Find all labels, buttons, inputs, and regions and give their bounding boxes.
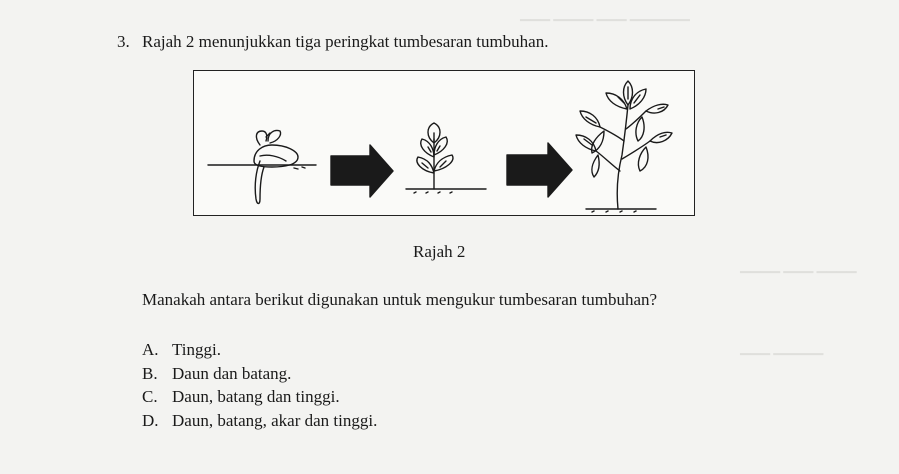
- answer-options: [142, 340, 377, 434]
- bleed-through-text: ▁▁▁▁ ▁▁▁ ▁▁▁▁: [740, 258, 857, 273]
- option-text: Daun, batang, akar dan tinggi.: [172, 410, 378, 430]
- option-letter: D.: [142, 410, 159, 430]
- option-letter: A.: [142, 340, 159, 359]
- question-prompt: Manakah antara berikut digunakan untuk mengukur tumbesaran tumbuhan?: [142, 290, 658, 309]
- option-d[interactable]: [142, 411, 377, 435]
- option-c[interactable]: [142, 387, 377, 411]
- figure-caption: Rajah 2: [413, 242, 466, 261]
- option-b[interactable]: [142, 364, 377, 388]
- arrow-right-icon: [331, 145, 393, 197]
- question-number: 3.: [117, 32, 130, 51]
- bleed-through-text: ▁▁▁ ▁▁▁▁ ▁▁▁ ▁▁▁▁▁▁: [520, 6, 690, 21]
- option-text: Daun dan batang.: [172, 363, 292, 383]
- figure-plant-growth: [193, 70, 695, 216]
- option-a[interactable]: [142, 340, 377, 364]
- plant-growth-illustration: [194, 71, 694, 215]
- bleed-through-text: ▁▁▁ ▁▁▁▁▁: [740, 340, 824, 355]
- question-text: Rajah 2 menunjukkan tiga peringkat tumbesaran tumbuhan.: [142, 32, 549, 51]
- option-letter: C.: [142, 387, 158, 406]
- arrow-right-icon: [507, 143, 572, 197]
- option-text: Tinggi.: [172, 340, 221, 359]
- germinating-seed-illustration: [208, 130, 316, 203]
- option-letter: B.: [142, 363, 158, 383]
- young-plant-illustration: [576, 81, 672, 212]
- option-text: Daun, batang dan tinggi.: [172, 387, 340, 406]
- seedling-illustration: [406, 123, 486, 193]
